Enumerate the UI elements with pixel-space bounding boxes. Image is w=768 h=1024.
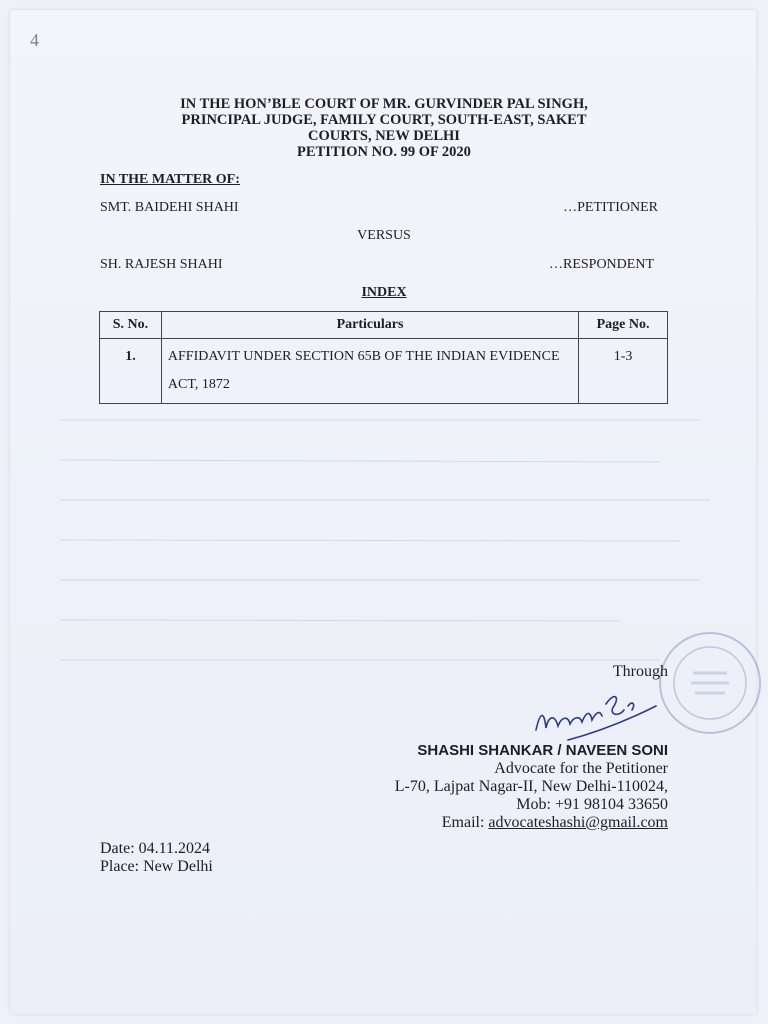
header-sno: S. No. <box>100 312 162 339</box>
advocate-email-line <box>395 814 668 832</box>
row-sno: 1. <box>100 339 162 404</box>
row-particulars: AFFIDAVIT UNDER SECTION 65B OF THE INDIAN EVIDENCE ACT, 1872 <box>161 339 578 404</box>
email-link[interactable]: advocateshashi@gmail.com <box>488 814 668 831</box>
date-text: Date: 04.11.2024 <box>100 840 211 857</box>
heading-line-2: PRINCIPAL JUDGE, FAMILY COURT, SOUTH-EAST, SAKET <box>181 112 587 128</box>
respondent-role: …RESPONDENT <box>548 257 654 272</box>
row-page: 1-3 <box>579 339 668 404</box>
index-header-row <box>100 312 668 339</box>
advocate-stamp <box>655 628 765 738</box>
index-table <box>99 311 668 404</box>
index-title: INDEX <box>361 285 407 300</box>
petitioner-name: SMT. BAIDEHI SHAHI <box>100 200 239 215</box>
through-label: Through <box>612 663 668 680</box>
heading-line-1: IN THE HON’BLE COURT OF MR. GURVINDER PAL SINGH, <box>180 96 588 112</box>
respondent-name: SH. RAJESH SHAHI <box>100 257 223 272</box>
margin-mark: 4 <box>30 30 39 50</box>
place-text: Place: New Delhi <box>100 858 213 875</box>
advocate-role: Advocate for the Petitioner <box>494 760 668 777</box>
date-place-block <box>100 840 213 876</box>
table-row <box>100 339 668 404</box>
versus-label: VERSUS <box>357 228 411 243</box>
header-particulars: Particulars <box>161 312 578 339</box>
advocate-name: SHASHI SHANKAR / NAVEEN SONI <box>417 742 668 759</box>
heading-line-3: COURTS, NEW DELHI <box>308 128 460 144</box>
court-heading <box>100 96 668 160</box>
matter-label: IN THE MATTER OF: <box>100 172 240 187</box>
heading-line-4: PETITION NO. 99 OF 2020 <box>297 144 471 160</box>
header-page: Page No. <box>579 312 668 339</box>
advocate-mobile: Mob: +91 98104 33650 <box>516 796 668 813</box>
email-label: Email: <box>441 814 485 831</box>
signature <box>528 682 658 742</box>
advocate-block <box>395 742 668 832</box>
petitioner-role: …PETITIONER <box>563 200 658 215</box>
advocate-address: L-70, Lajpat Nagar-II, New Delhi-110024, <box>394 778 668 795</box>
